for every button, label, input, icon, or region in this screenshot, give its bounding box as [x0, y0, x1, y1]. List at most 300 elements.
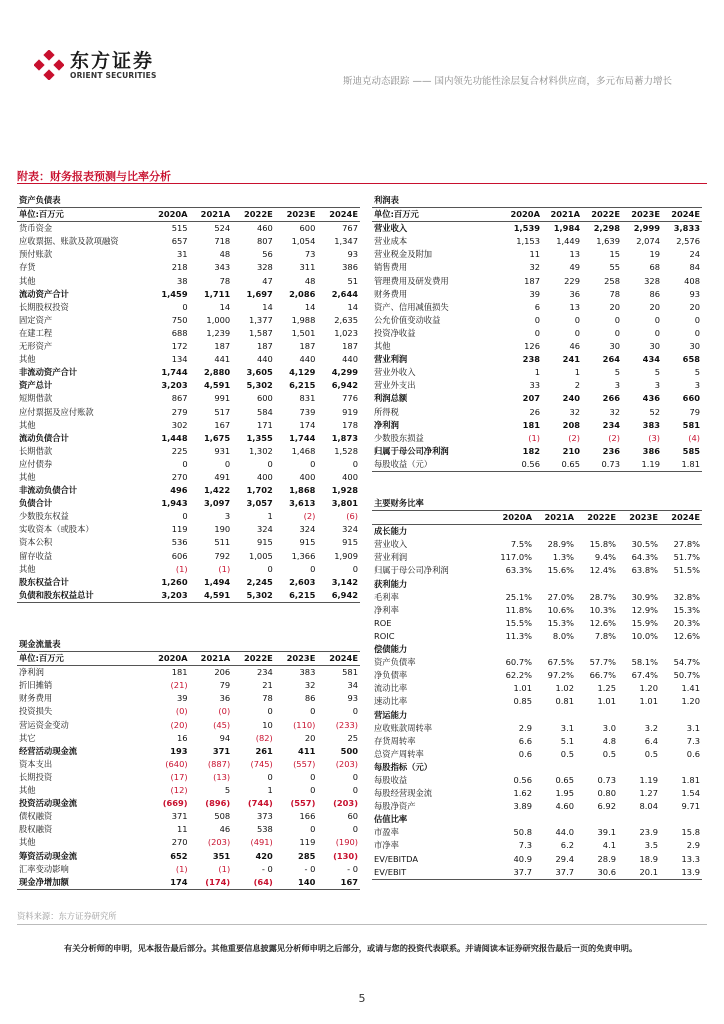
empty-cell [576, 709, 618, 722]
table-row [17, 732, 360, 745]
value-cell: 12.6% [589, 617, 616, 628]
value-cell: 1,988 [291, 314, 316, 325]
value-cell: 0 [574, 314, 580, 325]
value-cell: 0 [694, 314, 700, 325]
value-cell: 6.4 [644, 735, 658, 746]
value-cell: (1) [528, 432, 540, 443]
table-row [372, 591, 702, 604]
row-label: 毛利率 [374, 591, 399, 602]
value-cell: 1,697 [246, 288, 273, 299]
value-cell: 1.20 [681, 696, 700, 707]
empty-cell [660, 813, 702, 826]
value-cell: 241 [562, 354, 580, 365]
empty-cell [618, 578, 660, 591]
value-cell: 6,215 [275, 589, 318, 603]
value-cell: 44.0 [555, 827, 574, 838]
value-cell: 1.95 [555, 788, 574, 799]
value-cell: 264 [602, 354, 620, 365]
value-cell: 13 [569, 301, 580, 312]
row-label: EV/EBITDA [374, 853, 419, 864]
value-cell: 496 [170, 485, 188, 496]
row-label: 应付票据及应付账款 [19, 406, 94, 417]
row-label: 净负债率 [374, 670, 408, 681]
value-cell: 13 [569, 249, 580, 260]
empty-cell [534, 525, 576, 539]
value-cell: (2) [568, 432, 580, 443]
value-cell: 285 [298, 850, 316, 861]
empty-cell [576, 813, 618, 826]
value-cell: 0 [224, 458, 231, 469]
table-row [372, 275, 702, 288]
table-row [17, 497, 360, 510]
value-cell: 27.8% [673, 539, 700, 550]
value-cell: (174) [190, 876, 233, 890]
value-cell: 0 [352, 771, 358, 782]
value-cell: 1,377 [249, 314, 273, 325]
table-row [372, 656, 702, 669]
value-cell: 29.4 [555, 853, 574, 864]
value-cell: (2) [303, 511, 316, 522]
value-cell: 660 [682, 393, 700, 404]
value-cell: (744) [247, 798, 273, 809]
value-cell: 40.9 [513, 853, 532, 864]
value-cell: 181 [171, 667, 188, 678]
value-cell: 0.85 [513, 696, 532, 707]
empty-cell [576, 578, 618, 591]
row-label: 净利率 [374, 604, 399, 615]
value-cell: 831 [299, 393, 316, 404]
empty-cell [660, 709, 702, 722]
value-cell: 236 [602, 445, 620, 456]
value-cell: (203) [333, 798, 358, 809]
empty-cell [275, 194, 318, 208]
row-label: 净利润 [19, 667, 44, 678]
value-cell: 27.0% [547, 591, 574, 602]
value-cell: 172 [171, 341, 188, 352]
row-label: 固定资产 [19, 314, 53, 325]
value-cell: 1.41 [681, 683, 700, 694]
year-header: 2021A [534, 511, 576, 525]
value-cell: 517 [214, 406, 231, 417]
value-cell: 10.0% [631, 630, 658, 641]
row-label: 应收票据、账款及款项融资 [19, 236, 119, 247]
value-cell: 0.56 [502, 458, 542, 472]
value-cell: 54.7% [673, 657, 700, 668]
value-cell: 371 [171, 811, 188, 822]
empty-cell [534, 813, 576, 826]
empty-cell [660, 497, 702, 511]
row-label: 折旧摊销 [19, 680, 53, 691]
value-cell: 324 [342, 524, 358, 535]
value-cell: 171 [256, 419, 273, 430]
value-cell: 55 [609, 262, 620, 273]
value-cell: (896) [205, 798, 231, 809]
value-cell: 0.73 [582, 458, 622, 472]
year-header: 2023E [275, 652, 318, 666]
empty-cell [147, 194, 190, 208]
value-cell: 5 [654, 367, 660, 378]
value-cell: 1.81 [681, 774, 700, 785]
table-row [17, 392, 360, 405]
value-cell: 10.3% [589, 604, 616, 615]
year-header: 2023E [622, 208, 662, 222]
value-cell: (203) [335, 758, 358, 769]
row-label: 少数股东损益 [374, 432, 424, 443]
empty-cell [576, 497, 618, 511]
value-cell: 0 [267, 458, 273, 469]
empty-cell [662, 194, 702, 208]
value-cell: 5 [694, 367, 700, 378]
section-header-row [372, 709, 702, 722]
row-label: ROIC [374, 630, 395, 641]
value-cell: 51.5% [673, 565, 700, 576]
value-cell: 0 [310, 824, 316, 835]
value-cell: 0 [352, 563, 358, 574]
empty-cell [534, 709, 576, 722]
value-cell: 36 [569, 288, 580, 299]
value-cell: 500 [340, 745, 358, 756]
year-header: 2022E [232, 652, 275, 666]
value-cell: 1.27 [639, 788, 658, 799]
value-cell: 1,909 [334, 550, 358, 561]
value-cell: 174 [299, 419, 316, 430]
value-cell: 807 [256, 236, 273, 247]
value-cell: 581 [682, 419, 700, 430]
table-row [372, 392, 702, 405]
value-cell: 1,528 [334, 445, 358, 456]
value-cell: 440 [342, 354, 358, 365]
row-label: 经营活动现金流 [19, 745, 78, 756]
table-row [17, 275, 360, 288]
value-cell: 915 [342, 537, 358, 548]
value-cell: 4,591 [190, 589, 233, 603]
table-row [372, 630, 702, 643]
value-cell: 585 [682, 445, 700, 456]
value-cell: 84 [689, 262, 700, 273]
value-cell: 117.0% [500, 552, 532, 563]
value-cell: 234 [602, 419, 620, 430]
value-cell: 34 [347, 680, 358, 691]
value-cell: 18.9 [639, 853, 658, 864]
empty-cell [534, 578, 576, 591]
value-cell: 792 [214, 550, 231, 561]
section-label: 营运能力 [374, 709, 408, 720]
value-cell: 11.3% [505, 630, 532, 641]
value-cell: 39 [529, 288, 540, 299]
empty-cell [190, 638, 233, 652]
table-row [17, 666, 360, 680]
value-cell: 400 [342, 471, 358, 482]
value-cell: (12) [170, 785, 188, 796]
row-label: 资产、信用减值损失 [374, 301, 449, 312]
value-cell: 1.20 [639, 683, 658, 694]
table-title: 资产负债表 [17, 194, 147, 208]
row-label: 存货 [19, 262, 36, 273]
value-cell: 7.3 [518, 840, 532, 851]
value-cell: 1,355 [246, 432, 273, 443]
value-cell: 0 [310, 771, 316, 782]
value-cell: 12.4% [589, 565, 616, 576]
value-cell: 32.8% [673, 591, 700, 602]
table-row [17, 458, 360, 471]
value-cell: 67.5% [547, 657, 574, 668]
row-label: 少数股东权益 [19, 511, 69, 522]
value-cell: (13) [213, 771, 231, 782]
table-row [17, 836, 360, 849]
value-cell: 25 [347, 732, 358, 743]
value-cell: 78 [219, 275, 231, 286]
empty-cell [275, 638, 318, 652]
value-cell: - 0 [347, 863, 358, 874]
row-label: 净利润 [374, 419, 399, 430]
empty-cell [502, 194, 542, 208]
value-cell: 2.9 [686, 840, 700, 851]
row-label: 资产负债率 [374, 657, 416, 668]
value-cell: 20 [649, 301, 660, 312]
value-cell: 20 [609, 301, 620, 312]
section-header-row [372, 578, 702, 591]
value-cell: 6,942 [331, 380, 358, 391]
value-cell: 1,539 [513, 223, 540, 234]
value-cell: 600 [299, 223, 316, 234]
value-cell: 371 [212, 745, 231, 756]
table-row [372, 866, 702, 880]
table-row [17, 471, 360, 484]
appendix-divider [17, 183, 707, 184]
value-cell: 3 [224, 511, 231, 522]
value-cell: 48 [219, 249, 231, 260]
value-cell: 2,644 [331, 288, 358, 299]
value-cell: 12.9% [631, 604, 658, 615]
value-cell: 386 [342, 262, 358, 273]
table-row [372, 248, 702, 261]
table-row [372, 735, 702, 748]
value-cell: 32 [569, 406, 580, 417]
value-cell: 193 [170, 745, 188, 756]
value-cell: 5.1 [560, 735, 574, 746]
value-cell: 63.8% [631, 565, 658, 576]
value-cell: 436 [642, 393, 660, 404]
table-row [17, 784, 360, 797]
value-cell: 19 [649, 249, 660, 260]
value-cell: 0 [534, 314, 540, 325]
value-cell: 1.19 [639, 774, 658, 785]
value-cell: 400 [256, 471, 273, 482]
value-cell: 6.92 [597, 801, 616, 812]
value-cell: 3,097 [203, 498, 231, 509]
row-label: 长期股权投资 [19, 301, 69, 312]
empty-cell [660, 643, 702, 656]
row-label: 应收账款周转率 [374, 722, 433, 733]
section-header-row [372, 761, 702, 774]
table-title-row [372, 497, 702, 511]
unit-label: 单位:百万元 [17, 652, 147, 666]
value-cell: 51 [347, 275, 358, 286]
value-cell: 10 [262, 719, 273, 730]
row-label: ROE [374, 617, 392, 628]
value-cell: 23.9 [639, 827, 658, 838]
value-cell: 46 [569, 341, 580, 352]
value-cell: 25.1% [505, 591, 532, 602]
value-cell: 1,347 [334, 236, 358, 247]
value-cell: 3,203 [161, 380, 188, 391]
year-header: 2024E [317, 652, 360, 666]
table-row [372, 853, 702, 866]
row-label: 营业利润 [374, 552, 408, 563]
row-label: 速动比率 [374, 696, 408, 707]
empty-cell [576, 643, 618, 656]
value-cell: 1,153 [516, 236, 540, 247]
value-cell: 1,984 [553, 223, 580, 234]
empty-cell [147, 638, 190, 652]
value-cell: 351 [212, 850, 231, 861]
value-cell: 14 [219, 301, 231, 312]
value-cell: 36 [219, 693, 231, 704]
value-cell: 28.9% [547, 539, 574, 550]
value-cell: 266 [602, 393, 620, 404]
value-cell: 0 [574, 327, 580, 338]
table-row [372, 366, 702, 379]
table-row [17, 810, 360, 823]
value-cell: 2,298 [593, 223, 620, 234]
year-header: 2021A [190, 652, 233, 666]
row-label: 其他 [19, 419, 36, 430]
value-cell: 460 [256, 223, 273, 234]
table-row [17, 523, 360, 536]
value-cell: 39.1 [597, 827, 616, 838]
value-cell: 48 [304, 275, 316, 286]
value-cell: 94 [219, 732, 231, 743]
value-cell: (233) [335, 719, 358, 730]
table-row [17, 510, 360, 523]
value-cell: 1.54 [681, 788, 700, 799]
value-cell: 718 [214, 236, 231, 247]
value-cell: 440 [256, 354, 273, 365]
value-cell: 931 [214, 445, 231, 456]
value-cell: 434 [642, 354, 660, 365]
value-cell: 4.60 [555, 801, 574, 812]
value-cell: 3.89 [513, 801, 532, 812]
empty-cell [618, 709, 660, 722]
value-cell: 240 [562, 393, 580, 404]
value-cell: 6 [534, 301, 540, 312]
value-cell: 234 [256, 667, 273, 678]
value-cell: (82) [255, 732, 273, 743]
value-cell: 1,501 [291, 327, 316, 338]
value-cell: (203) [207, 837, 231, 848]
row-label: 投资损失 [19, 706, 53, 717]
value-cell: 511 [214, 537, 231, 548]
empty-cell [618, 497, 660, 511]
empty-cell [317, 638, 360, 652]
value-cell: 536 [171, 537, 188, 548]
value-cell: 93 [689, 288, 700, 299]
value-cell: 538 [256, 824, 273, 835]
value-cell: - 0 [304, 863, 316, 874]
table-header-row [372, 511, 702, 525]
value-cell: 600 [256, 393, 273, 404]
table-row [372, 288, 702, 301]
row-label: 营业税金及附加 [374, 249, 433, 260]
table-row [17, 248, 360, 261]
value-cell: 1,587 [249, 327, 273, 338]
value-cell: 60.7% [505, 657, 532, 668]
table-row [17, 314, 360, 327]
value-cell: 67.4% [631, 670, 658, 681]
value-cell: 776 [342, 393, 358, 404]
value-cell: 20.1 [618, 866, 660, 880]
value-cell: 5,302 [246, 380, 273, 391]
value-cell: 1.3% [552, 552, 574, 563]
value-cell: 0.73 [597, 774, 616, 785]
value-cell: 15.5% [505, 617, 532, 628]
value-cell: 1,744 [289, 432, 316, 443]
value-cell: 4,129 [289, 367, 316, 378]
value-cell: 14 [347, 301, 358, 312]
value-cell: 167 [317, 876, 360, 890]
value-cell: 13.3 [681, 853, 700, 864]
value-cell: 0.65 [555, 774, 574, 785]
value-cell: 119 [171, 524, 188, 535]
value-cell: (1) [175, 563, 188, 574]
year-header: 2022E [232, 208, 275, 222]
value-cell: 491 [214, 471, 231, 482]
year-header: 2023E [275, 208, 318, 222]
value-cell: 440 [299, 354, 316, 365]
table-row [17, 353, 360, 366]
value-cell: 3,613 [289, 498, 316, 509]
empty-cell [492, 761, 534, 774]
value-cell: 0 [310, 458, 316, 469]
value-cell: 2.9 [518, 722, 532, 733]
table-row [372, 419, 702, 432]
value-cell: 79 [219, 680, 231, 691]
empty-cell [534, 761, 576, 774]
row-label: 归属于母公司净利润 [374, 565, 449, 576]
value-cell: 30 [649, 341, 660, 352]
value-cell: 258 [604, 275, 620, 286]
value-cell: 6.2 [560, 840, 574, 851]
table-row [372, 839, 702, 852]
value-cell: 1,422 [203, 485, 231, 496]
section-label: 成长能力 [374, 526, 408, 537]
table-row [372, 669, 702, 682]
value-cell: 3,142 [331, 576, 358, 587]
value-cell: 11 [529, 249, 540, 260]
value-cell: (20) [170, 719, 188, 730]
table-row [17, 758, 360, 771]
table-row [372, 722, 702, 735]
value-cell: 1 [534, 367, 540, 378]
value-cell: 1 [267, 511, 273, 522]
value-cell: 50.8 [513, 827, 532, 838]
row-label: 总资产周转率 [374, 748, 424, 759]
value-cell: 11.8% [505, 604, 532, 615]
table-row [17, 432, 360, 445]
table-row [17, 301, 360, 314]
value-cell: 66.7% [589, 670, 616, 681]
value-cell: 515 [171, 223, 188, 234]
row-label: 其他 [19, 837, 36, 848]
value-cell: 119 [299, 837, 316, 848]
empty-cell [542, 194, 582, 208]
logo-name-en: ORIENT SECURITIES [70, 70, 157, 80]
value-cell: 229 [564, 275, 580, 286]
value-cell: 688 [171, 327, 188, 338]
value-cell: 1 [267, 785, 273, 796]
section-label: 每股指标（元） [374, 761, 433, 772]
table-row [17, 235, 360, 248]
